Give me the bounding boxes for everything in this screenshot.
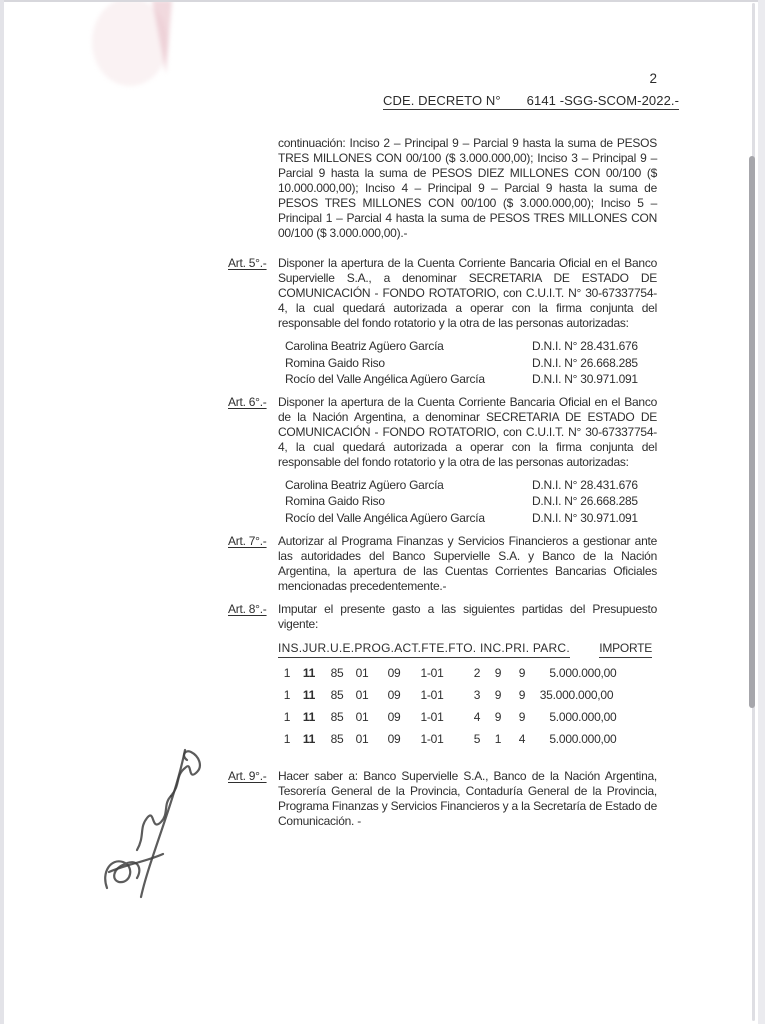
- table-cell: 9: [494, 710, 502, 724]
- table-cell: 09: [387, 666, 401, 680]
- table-cell: 85: [330, 732, 344, 746]
- table-cell-importe: 5.000.000,00: [549, 732, 617, 746]
- table-row: [278, 707, 657, 729]
- article-5: [228, 256, 657, 388]
- table-cell: 09: [387, 710, 401, 724]
- article-6-text: Disponer la apertura de la Cuenta Corriente Bancaria Oficial en el Banco de la Nación Argentina, a denominar SECRETARIA DE ESTADO DE COMUNICACIÓN - FONDO ROTATORIO, con C.U.I.T. N° 30-67337754-4, la cual quedará autorizada a operar con la firma conjunta del responsable del fondo rotatorio y la otra de las personas autorizadas:: [278, 394, 657, 469]
- article-7-label: Art. 7°.-: [228, 534, 267, 548]
- continuation-paragraph: continuación: Inciso 2 – Principal 9 – Parcial 9 hasta la suma de PESOS TRES MILLONES CON 00/100 ($ 3.000.000,00); Inciso 3 – Principal 9 – Parcial 9 hasta la suma de PESOS DIEZ MILLONES CON 00/100 ($ 10.000.000,00); Inciso 4 – Principal 9 – Parcial 9 hasta la suma de PESOS TRES MILLONES CON 00/100 ($ 3.000.000,00); Inciso 5 – Principal 1 – Parcial 4 hasta la suma de PESOS TRES MILLONES CON 00/100 ($ 3.000.000,00).-: [278, 136, 657, 240]
- person-name: Rocío del Valle Angélica Agüero García: [285, 372, 485, 386]
- article-8-label: Art. 8°.-: [228, 602, 267, 616]
- budget-table-header: [278, 641, 657, 663]
- page-number: 2: [649, 71, 657, 86]
- person-dni: D.N.I. N° 28.431.676: [532, 477, 638, 492]
- viewer-left-border: [0, 0, 4, 1024]
- authorized-persons-list: [278, 338, 657, 388]
- person-dni: D.N.I. N° 30.971.091: [532, 510, 638, 525]
- scrollbar-thumb[interactable]: [749, 156, 755, 708]
- table-cell: 9: [494, 666, 502, 680]
- person-dni: D.N.I. N° 26.668.285: [532, 355, 638, 370]
- table-row: [278, 685, 657, 707]
- article-5-label: Art. 5°.-: [228, 256, 267, 270]
- table-cell: 09: [387, 732, 401, 746]
- table-cell: 01: [355, 688, 369, 702]
- handwritten-signature: [97, 740, 215, 905]
- table-cell: 1-01: [420, 688, 444, 702]
- article-6-label: Art. 6°.-: [228, 394, 267, 409]
- person-name: Rocío del Valle Angélica Agüero García: [285, 510, 485, 525]
- person-dni: D.N.I. N° 28.431.676: [532, 339, 638, 353]
- table-cell-importe: 5.000.000,00: [549, 666, 617, 680]
- list-item: [278, 338, 657, 355]
- person-name: Romina Gaido Riso: [285, 494, 385, 508]
- table-cell: 1: [494, 732, 502, 746]
- table-cell: 11: [302, 666, 316, 680]
- article-7: [228, 534, 657, 594]
- table-cell: 4: [518, 732, 526, 746]
- table-cell: 3: [473, 688, 481, 702]
- table-row: [278, 663, 657, 685]
- table-row: [278, 729, 657, 751]
- person-name: Carolina Beatriz Agüero García: [285, 477, 444, 492]
- table-cell: 85: [330, 710, 344, 724]
- table-cell: 11: [302, 732, 316, 746]
- list-item: [278, 355, 657, 372]
- table-cell: 1: [283, 732, 291, 746]
- table-cell: 01: [355, 710, 369, 724]
- table-cell-importe: 5.000.000,00: [549, 710, 617, 724]
- document-body: [228, 136, 657, 829]
- article-5-text: Disponer la apertura de la Cuenta Corriente Bancaria Oficial en el Banco Supervielle S.A., a denominar SECRETARIA DE ESTADO DE COMUNICACIÓN - FONDO ROTATORIO, con C.U.I.T. N° 30-67337754-4, la cual quedará autorizada a operar con la firma conjunta del responsable del fondo rotatorio y la otra de las personas autorizadas:: [278, 256, 657, 330]
- table-cell: 2: [473, 666, 481, 680]
- table-cell: 1-01: [420, 732, 444, 746]
- table-cell: 09: [387, 688, 401, 702]
- table-cell: 1: [283, 710, 291, 724]
- article-8: [228, 602, 657, 632]
- document-title: CDE. DECRETO N° 6141 -SGG-SCOM-2022.-: [383, 93, 680, 108]
- table-cell: 4: [473, 710, 481, 724]
- table-cell: 01: [355, 732, 369, 746]
- table-cell-importe: 35.000.000,00: [539, 688, 614, 702]
- table-cell: 11: [302, 710, 316, 724]
- person-dni: D.N.I. N° 30.971.091: [532, 372, 638, 386]
- table-cell: 85: [330, 666, 344, 680]
- table-cell: 5: [473, 732, 481, 746]
- person-dni: D.N.I. N° 26.668.285: [532, 494, 638, 508]
- authorized-persons-list: [278, 477, 657, 527]
- table-cell: 1-01: [420, 666, 444, 680]
- list-item: [278, 477, 657, 494]
- table-cell: 1-01: [420, 710, 444, 724]
- budget-table: [278, 641, 657, 751]
- table-cell: 9: [518, 688, 526, 702]
- person-name: Carolina Beatriz Agüero García: [285, 339, 444, 353]
- list-item: [278, 510, 657, 527]
- article-6: [228, 395, 657, 527]
- person-name: Romina Gaido Riso: [285, 355, 385, 370]
- table-cell: 85: [330, 688, 344, 702]
- viewer-top-border: [0, 0, 765, 2]
- article-9-label: Art. 9°.-: [228, 769, 267, 783]
- table-cell: 1: [283, 666, 291, 680]
- table-cell: 11: [302, 688, 316, 702]
- article-7-text: Autorizar al Programa Finanzas y Servicios Financieros a gestionar ante las autoridades del Banco Supervielle S.A. y Banco de la Nación Argentina, la apertura de las Cuentas Corrientes Bancarias Oficiales mencionadas precedentemente.-: [278, 534, 657, 593]
- list-item: [278, 493, 657, 510]
- table-cell: 01: [355, 666, 369, 680]
- table-cell: 1: [283, 688, 291, 702]
- viewer-right-border: [758, 0, 765, 1024]
- table-cell: 9: [494, 688, 502, 702]
- article-9-text: Hacer saber a: Banco Supervielle S.A., Banco de la Nación Argentina, Tesorería General de la Provincia, Contaduría General de la Provincia, Programa Finanzas y Servicios Financieros y a la Secretaría de Estado de Comunicación. -: [278, 769, 657, 828]
- partida-columns-header: INS.JUR.U.E.PROG.ACT.FTE.FTO. INC.PRI. PARC.: [278, 641, 570, 658]
- article-8-text: Imputar el presente gasto a las siguientes partidas del Presupuesto vigente:: [278, 602, 657, 631]
- list-item: [278, 371, 657, 388]
- article-9: [228, 769, 657, 829]
- table-cell: 9: [518, 666, 526, 680]
- scan-artifact-mark: [88, 0, 188, 155]
- importe-header: IMPORTE: [599, 641, 652, 658]
- table-cell: 9: [518, 710, 526, 724]
